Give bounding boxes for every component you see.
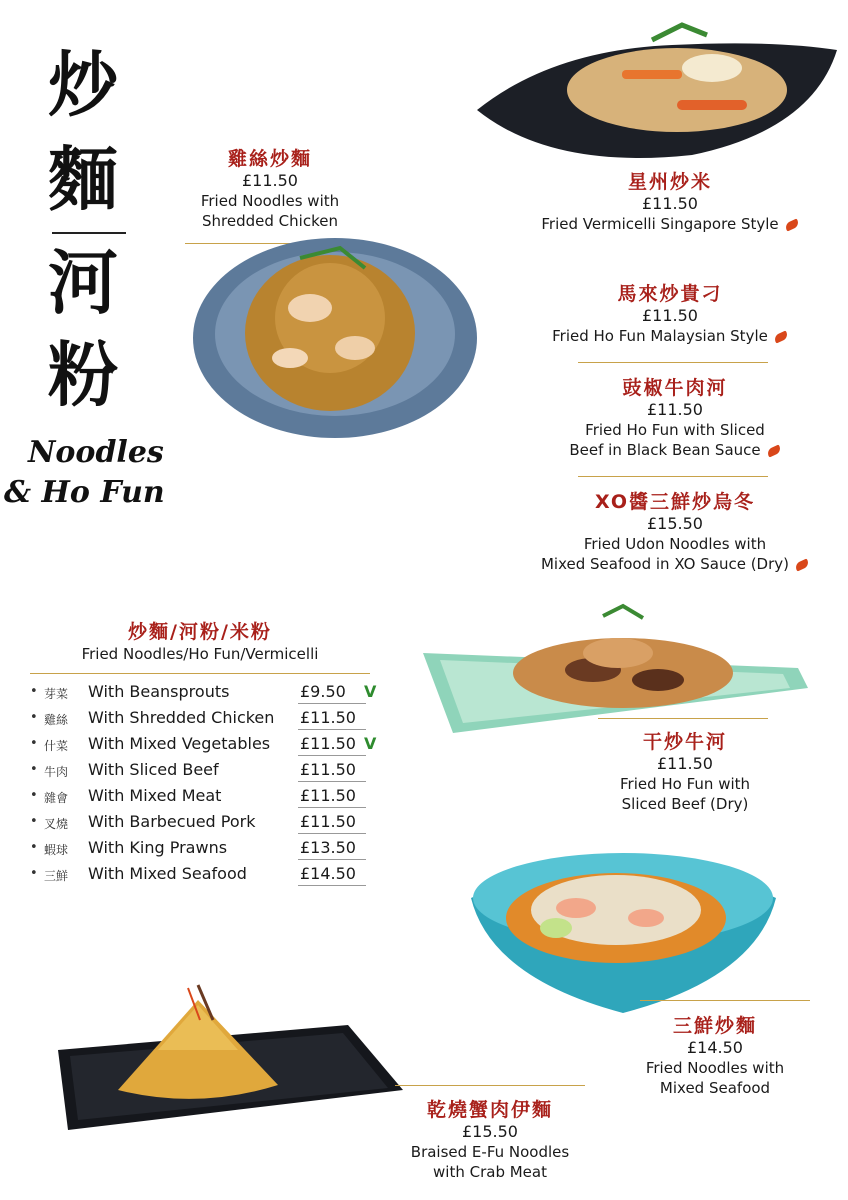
list-item-desc: With Mixed Meat: [88, 786, 222, 805]
dish-price: £11.50: [647, 400, 703, 419]
dish-seafood: [610, 1014, 820, 1098]
list-item-desc: With Mixed Seafood: [88, 864, 247, 883]
list-item-cn: 什菜: [44, 739, 69, 753]
divider: [578, 476, 768, 477]
dish-cn-name: 干炒牛河: [642, 731, 727, 753]
list-item-desc: With Barbecued Pork: [88, 812, 256, 831]
list-item-cn: 叉燒: [44, 817, 69, 831]
dish-blackbean: [530, 376, 820, 460]
list-item-cn: 雞絲: [44, 713, 69, 727]
dish-dry-beef: [560, 730, 810, 814]
bullet: •: [30, 840, 38, 855]
bullet: •: [30, 736, 38, 751]
list-item-price: £11.50: [300, 760, 356, 779]
options-cn-title: 炒麵/河粉/米粉: [128, 621, 272, 643]
price-underline: [298, 781, 366, 782]
vegetarian-badge: V: [364, 682, 377, 701]
bullet: •: [30, 788, 38, 803]
list-item-cn: 雜會: [44, 791, 69, 805]
price-underline: [298, 729, 366, 730]
dish-malaysian: [520, 282, 820, 346]
list-item-price: £9.50: [300, 682, 346, 701]
dish-chicken: [160, 147, 380, 231]
list-item-price: £11.50: [300, 786, 356, 805]
dish-cn-name: 豉椒牛肉河: [622, 377, 728, 399]
list-item: [30, 760, 390, 786]
dish-cn-name: 三鮮炒麵: [672, 1015, 757, 1037]
divider: [598, 718, 768, 719]
bullet: •: [30, 710, 38, 725]
list-item-price: £14.50: [300, 864, 356, 883]
dish-cn-name: 馬來炒貴刁: [617, 283, 723, 305]
list-item-price: £11.50: [300, 734, 356, 753]
english-title-line2: & Ho Fun: [4, 475, 165, 510]
title-char-3: 河: [48, 241, 118, 324]
title-divider: [52, 232, 126, 234]
dish-desc-line2: Shredded Chicken: [202, 212, 338, 230]
divider: [395, 1085, 585, 1086]
dish-desc-line1: Fried Noodles with: [200, 192, 340, 210]
plate-chicken-noodles-image: [190, 238, 490, 448]
dish-price: £15.50: [647, 514, 703, 533]
dish-desc-line2: Sliced Beef (Dry): [621, 795, 749, 813]
options-header: [40, 620, 360, 664]
dish-efu: [380, 1098, 600, 1182]
list-item-desc: With Sliced Beef: [88, 760, 219, 779]
chili-icon: [766, 444, 782, 457]
dish-cn-name: XO醬三鮮炒烏冬: [594, 491, 756, 513]
bullet: •: [30, 866, 38, 881]
list-item: [30, 734, 390, 760]
title-char-2: 麵: [48, 138, 118, 221]
dish-price: £11.50: [242, 171, 298, 190]
title-char-4: 粉: [48, 333, 118, 416]
dish-cn-name: 乾燒蟹肉伊麵: [426, 1099, 553, 1121]
dish-xo: [520, 490, 830, 574]
dish-desc-line1: Fried Ho Fun with: [619, 775, 751, 793]
list-item-desc: With Shredded Chicken: [88, 708, 275, 727]
dish-singapore: [510, 170, 830, 234]
price-underline: [298, 833, 366, 834]
price-underline: [298, 755, 366, 756]
list-item: [30, 812, 390, 838]
list-item-desc: With Mixed Vegetables: [88, 734, 271, 753]
list-item-price: £11.50: [300, 708, 356, 727]
seafood-noodles-bowl-image: [466, 848, 781, 1018]
bullet: •: [30, 684, 38, 699]
dish-cn-name: 雞絲炒麵: [227, 148, 312, 170]
english-title-line1: Noodles: [28, 435, 164, 470]
dish-desc-line2: with Crab Meat: [433, 1163, 547, 1181]
bullet: •: [30, 814, 38, 829]
dish-desc-line1: Fried Udon Noodles with: [583, 535, 767, 553]
list-item-desc: With King Prawns: [88, 838, 228, 857]
dish-price: £11.50: [642, 306, 698, 325]
dish-cn-name: 星州炒米: [627, 171, 712, 193]
list-item: [30, 708, 390, 734]
dish-price: £11.50: [657, 754, 713, 773]
divider: [640, 1000, 810, 1001]
chili-icon: [794, 558, 810, 571]
dish-desc-line2: Mixed Seafood: [659, 1079, 771, 1097]
dry-beef-ho-fun-image: [418, 598, 813, 738]
options-en-title: Fried Noodles/Ho Fun/Vermicelli: [81, 645, 319, 663]
divider: [30, 673, 370, 674]
list-item: [30, 786, 390, 812]
list-item-cn: 蝦球: [44, 843, 69, 857]
list-item-desc: With Beansprouts: [88, 682, 230, 701]
dish-desc-line1: Braised E-Fu Noodles: [410, 1143, 570, 1161]
list-item-price: £11.50: [300, 812, 356, 831]
list-item: [30, 682, 390, 708]
bullet: •: [30, 762, 38, 777]
chili-icon: [784, 218, 800, 231]
chili-icon: [773, 330, 789, 343]
list-item-cn: 三鮮: [44, 869, 69, 883]
dish-desc-line2: Beef in Black Bean Sauce: [530, 440, 820, 460]
list-item-price: £13.50: [300, 838, 356, 857]
dish-price: £15.50: [462, 1122, 518, 1141]
dish-desc-line1: Fried Ho Fun Malaysian Style: [520, 326, 820, 346]
price-underline: [298, 885, 366, 886]
list-item-cn: 牛肉: [44, 765, 69, 779]
list-item: [30, 838, 390, 864]
dish-desc-line1: Fried Noodles with: [645, 1059, 785, 1077]
dish-price: £11.50: [642, 194, 698, 213]
vegetarian-badge: V: [364, 734, 377, 753]
price-underline: [298, 703, 366, 704]
list-item: [30, 864, 390, 890]
list-item-cn: 芽菜: [44, 687, 69, 701]
dish-desc-line2: Mixed Seafood in XO Sauce (Dry): [520, 554, 830, 574]
price-underline: [298, 807, 366, 808]
dish-desc-line1: Fried Ho Fun with Sliced: [585, 421, 765, 439]
price-underline: [298, 859, 366, 860]
dish-desc-line1: Fried Vermicelli Singapore Style: [510, 214, 830, 234]
divider: [578, 362, 768, 363]
title-char-1: 炒: [48, 43, 118, 126]
efu-noodles-image: [48, 980, 408, 1140]
dish-price: £14.50: [687, 1038, 743, 1057]
singapore-vermicelli-image: [472, 10, 842, 170]
